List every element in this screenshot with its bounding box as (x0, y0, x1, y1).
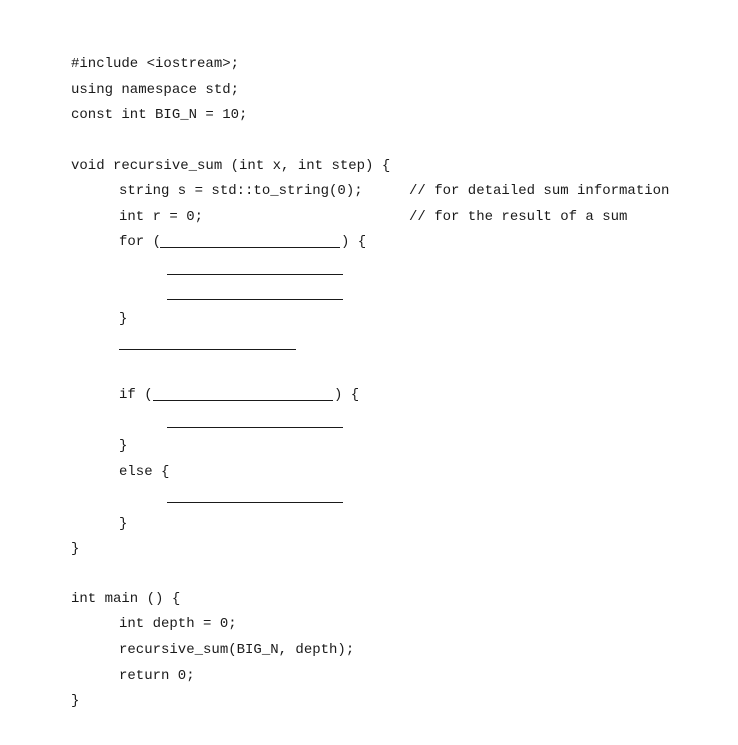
for-body-blank-1[interactable] (167, 274, 343, 275)
for-condition-blank[interactable] (160, 247, 340, 248)
if-close-brace: } (119, 438, 128, 454)
for-open-brace: ) { (341, 234, 367, 250)
else-body-blank[interactable] (167, 502, 343, 503)
for-close-brace: } (119, 311, 128, 327)
for-keyword: for ( (119, 234, 162, 250)
recursive-call: recursive_sum(BIG_N, depth); (119, 642, 355, 658)
using-line: using namespace std; (71, 82, 240, 98)
const-line: const int BIG_N = 10; (71, 107, 248, 123)
if-keyword: if ( (119, 387, 153, 403)
return-statement: return 0; (119, 668, 195, 684)
else-keyword: else { (119, 464, 170, 480)
else-close-brace: } (119, 516, 128, 532)
function-close-brace: } (71, 541, 80, 557)
if-body-blank[interactable] (167, 427, 343, 428)
main-close-brace: } (71, 693, 80, 709)
depth-declaration: int depth = 0; (119, 616, 237, 632)
after-for-blank[interactable] (119, 349, 296, 350)
string-comment: // for detailed sum information (409, 183, 670, 199)
int-r-declaration: int r = 0; (119, 209, 204, 225)
include-line: #include <iostream>; (71, 56, 240, 72)
int-r-comment: // for the result of a sum (409, 209, 628, 225)
main-signature: int main () { (71, 591, 181, 607)
for-body-blank-2[interactable] (167, 299, 343, 300)
if-condition-blank[interactable] (153, 400, 333, 401)
string-declaration: string s = std::to_string(0); (119, 183, 363, 199)
function-signature: void recursive_sum (int x, int step) { (71, 158, 391, 174)
if-open-brace: ) { (334, 387, 360, 403)
